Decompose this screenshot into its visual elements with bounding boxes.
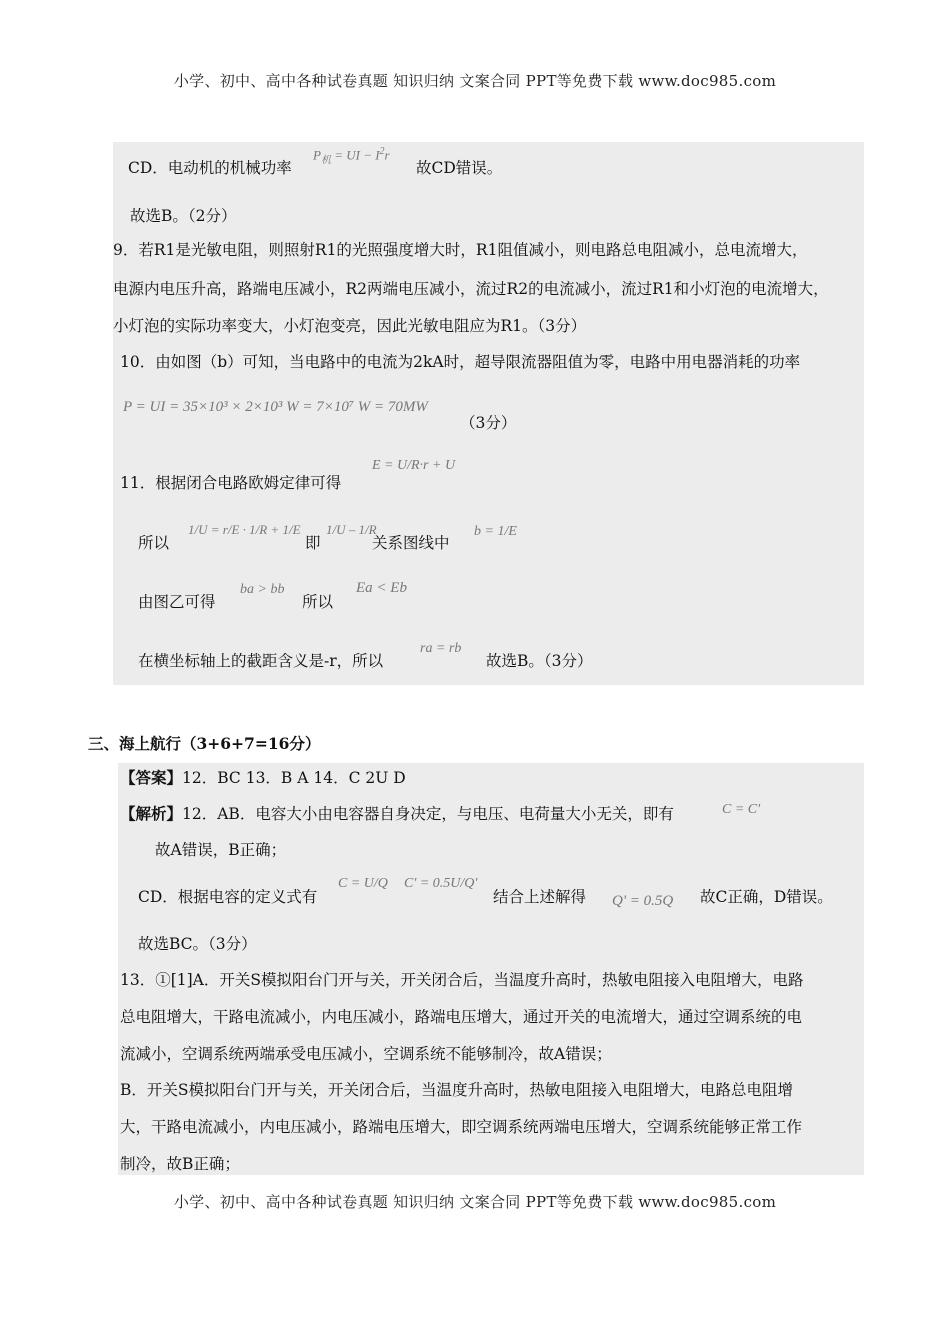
q11-formula2: 1/U = r/E · 1/R + 1/E xyxy=(188,522,301,537)
q13-line2: 总电阻增大，干路电流减小，内电压减小，路端电压增大，通过开关的电流增大，通过空调系统的电 xyxy=(120,1008,803,1026)
q9-line3: 小灯泡的实际功率变大，小灯泡变亮，因此光敏电阻应为R1。（3分） xyxy=(113,317,587,335)
q11-formula6: ra = rb xyxy=(420,641,462,656)
answer-text: 12．BC 13．B A 14．C 2U D xyxy=(182,769,406,787)
q11-ji: 即 xyxy=(305,534,321,552)
q11-from: 由图乙可得 xyxy=(138,593,216,611)
q13-line5: 大，干路电流减小，内电压减小，路端电压增大，即空调系统两端电压增大，空调系统能够正常工作 xyxy=(120,1118,803,1136)
choose-bc: 故选BC。（3分） xyxy=(138,935,257,953)
q11-formula3: b = 1/E xyxy=(474,524,517,539)
analysis-formula: C = C' xyxy=(722,802,761,817)
analysis-label: 【解析】 xyxy=(120,804,183,823)
q9-line2: 电源内电压升高，路端电压减小，R2两端电压减小，流过R2的电流减小，流过R1和小灯泡的电流增大， xyxy=(113,280,829,298)
q13-line6: 制冷，故B正确； xyxy=(120,1155,240,1173)
cd2-mid: 结合上述解得 xyxy=(493,888,587,906)
answer-label: 【答案】 xyxy=(120,768,183,787)
q11-last: 在横坐标轴上的截距含义是-r，所以 xyxy=(138,652,384,670)
q11-rel: 关系图线中 xyxy=(372,534,450,552)
q11-suoyi: 所以 xyxy=(138,534,170,552)
q11-line1: 11．根据闭合电路欧姆定律可得 xyxy=(120,474,342,492)
cd2-result: 故C正确，D错误。 xyxy=(700,888,833,906)
q11-formula1: E = U/R·r + U xyxy=(372,458,456,473)
choose-b: 故选B。（2分） xyxy=(130,207,237,225)
q13-line1: 13．①[1]A．开关S模拟阳台门开与关，开关闭合后，当温度升高时，热敏电阻接入电阻增大，电路 xyxy=(120,971,804,989)
cd2-formula1: C = U/Q xyxy=(338,876,388,891)
q11-frac-label: 1/U – 1/R xyxy=(326,522,377,537)
section3-title: 三、海上航行（3+6+7=16分） xyxy=(88,734,321,753)
cd2-text: CD．根据电容的定义式有 xyxy=(138,888,318,906)
q10-line1: 10．由如图（b）可知，当电路中的电流为2kA时，超导限流器阻值为零，电路中用电器消耗的功率 xyxy=(120,353,801,371)
q11-choose: 故选B。（3分） xyxy=(486,652,593,670)
answer-line xyxy=(120,768,406,788)
analysis-line xyxy=(120,804,674,824)
page-header: 小学、初中、高中各种试卷真题 知识归纳 文案合同 PPT等免费下载 www.doc985.com xyxy=(173,72,777,90)
q10-score: （3分） xyxy=(460,414,517,432)
q13-line4: B．开关S模拟阳台门开与关，开关闭合后，当温度升高时，热敏电阻接入电阻增大，电路总电阻增 xyxy=(120,1081,794,1099)
page-footer: 小学、初中、高中各种试卷真题 知识归纳 文案合同 PPT等免费下载 www.doc985.com xyxy=(173,1193,777,1211)
ab-result: 故A错误，B正确； xyxy=(155,841,287,859)
q11-formula5: Ea < Eb xyxy=(356,580,407,596)
cd-result: 故CD错误。 xyxy=(416,159,503,177)
q13-line3: 流减小，空调系统两端承受电压减小，空调系统不能够制冷，故A错误； xyxy=(120,1045,612,1063)
q10-formula: P = UI = 35×10³ × 2×10³ W = 7×10⁷ W = 70MW xyxy=(123,399,428,415)
answer-block-2 xyxy=(118,763,864,1175)
q9-line1: 9．若R1是光敏电阻，则照射R1的光照强度增大时，R1阻值减小，则电路总电阻减小，总电流增大， xyxy=(113,241,808,259)
cd-text: CD．电动机的机械功率 xyxy=(128,159,292,177)
cd2-formula3: Q' = 0.5Q xyxy=(612,893,674,909)
q11-formula4: ba > bb xyxy=(240,582,285,597)
q11-suoyi2: 所以 xyxy=(302,593,334,611)
cd-formula: $P_机$ = UI − $I^2r$ xyxy=(313,146,390,166)
cd2-formula2: C' = 0.5U/Q' xyxy=(404,876,478,891)
analysis-text: 12．AB．电容大小由电容器自身决定，与电压、电荷量大小无关，即有 xyxy=(182,805,674,823)
